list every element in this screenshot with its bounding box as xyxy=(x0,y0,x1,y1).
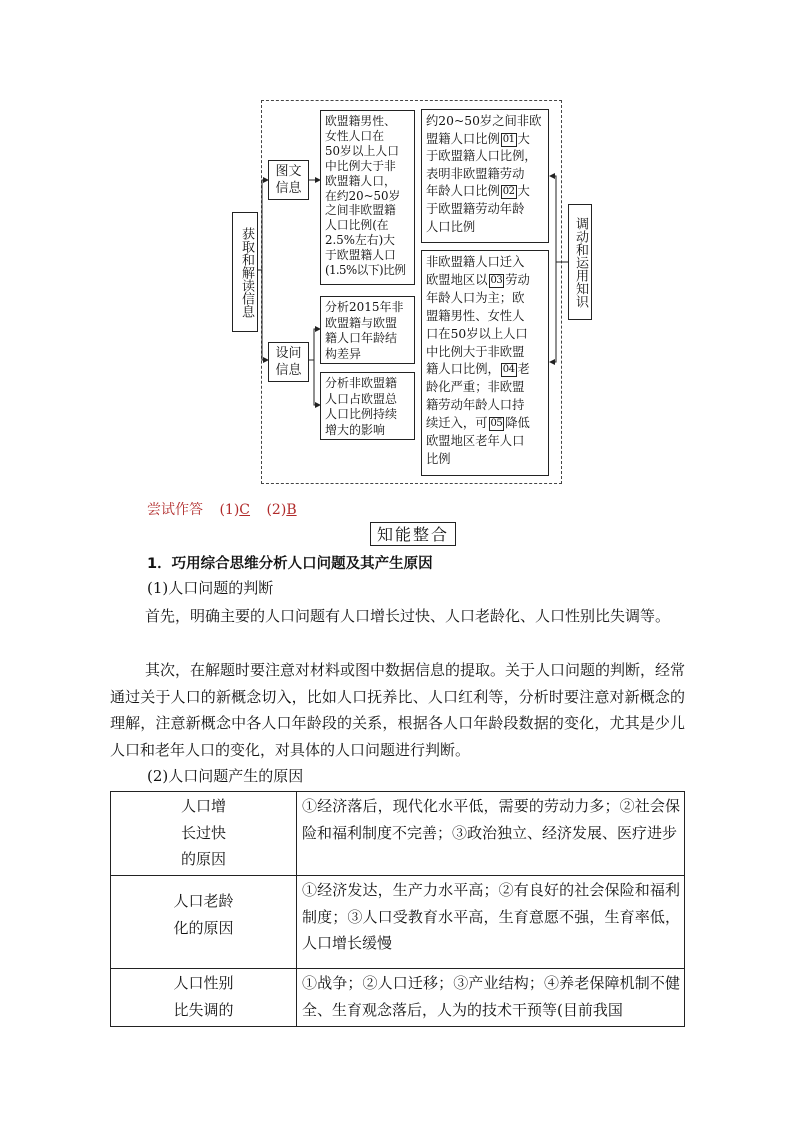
answer-2: B xyxy=(286,502,297,518)
info-line: 欧盟籍人口， xyxy=(325,173,396,188)
q1-line: 分析2015年非 xyxy=(325,300,404,314)
right-label: 调动和运用知识 xyxy=(573,216,588,308)
table-cell-content: ①经济落后，现代化水平低，需要的劳动力多；②社会保险和福利制度不完善；③政治独立、经济发展、医疗进步 xyxy=(297,792,685,876)
shewen-line-2: 信息 xyxy=(275,363,302,378)
info-line: 欧盟籍男性、 xyxy=(325,114,396,128)
table-cell-label: 人口增 长过快 的原因 xyxy=(111,792,297,876)
answer-line xyxy=(147,499,297,519)
subheading-1: (1)人口问题的判断 xyxy=(147,579,274,597)
right-label-box xyxy=(568,204,592,320)
a1-line: 年龄人口比例 02 大 xyxy=(426,184,530,199)
q2-line: 人口比例持续 xyxy=(325,407,398,421)
a1-line: 盟籍人口比例 01 大 xyxy=(426,131,530,146)
heading-1: 1．巧用综合思维分析人口问题及其产生原因 xyxy=(147,556,433,572)
marker-05: 05 xyxy=(490,418,503,430)
tuwen-line-2: 信息 xyxy=(275,181,302,196)
answer-label: 尝试作答 xyxy=(147,502,203,518)
info-line: 中比例大于非 xyxy=(325,158,396,173)
answer-2-prefix: (2) xyxy=(266,502,287,518)
flow-diagram xyxy=(0,0,794,500)
paragraph-2: 其次，在解题时要注意对材料或图中数据信息的提取。关于人口问题的判断，经常通过关于人口的新概念切入，比如人口抚养比、人口红利等，分析时要注意对新概念的理解，注意新概念中各人口年龄段的关系，根据各人口年龄段数据的变化，尤其是少儿人口和老年人口的变化，对具体的人口问题进行判断。 xyxy=(110,661,686,759)
a2-line: 口在50岁以上人口 xyxy=(426,326,528,341)
a1-line: 人口比例 xyxy=(426,219,476,234)
section-title: 知能整合 xyxy=(370,522,456,546)
shewen-label-box xyxy=(268,342,309,382)
a1-line: 于欧盟籍劳动年龄 xyxy=(426,201,525,216)
table-row xyxy=(111,969,685,1027)
table-cell-label: 人口老龄 化的原因 xyxy=(111,876,297,969)
q2-line: 人口占欧盟总 xyxy=(325,391,398,406)
left-label: 获取和解读信息 xyxy=(239,226,254,318)
analysis-box-1 xyxy=(421,109,549,243)
a2-line: 比例 xyxy=(426,451,451,466)
a2-line: 籍人口比例， 04 老 xyxy=(426,362,530,377)
answer-1: C xyxy=(239,502,251,518)
shewen-line-1: 设问 xyxy=(275,346,302,361)
q2-line: 增大的影响 xyxy=(325,422,386,437)
table-cell-content: ①战争；②人口迁移；③产业结构；④养老保障机制不健全、生育观念落后，人为的技术干预等(目前我国 xyxy=(297,969,685,1027)
left-label-box xyxy=(232,212,258,332)
marker-03: 03 xyxy=(490,274,503,286)
a2-line: 非欧盟籍人口迁入 xyxy=(426,255,525,269)
table-row xyxy=(111,792,685,876)
a2-line: 年龄人口为主；欧 xyxy=(426,290,525,305)
info-line: 人口比例(在 xyxy=(325,218,389,233)
a2-line: 欧盟地区老年人口 xyxy=(426,434,525,449)
analysis-box-2 xyxy=(421,250,549,476)
info-line: (1.5%以下)比例 xyxy=(325,263,406,278)
info-line: 2.5%左右)大 xyxy=(325,233,395,248)
question-1-box xyxy=(320,296,415,364)
a2-line: 盟籍男性、女性人 xyxy=(426,308,525,323)
a1-line: 约20~50岁之间非欧 xyxy=(426,114,542,128)
a2-line: 籍劳动年龄人口持 xyxy=(426,398,525,413)
info-line: 女性人口在 xyxy=(325,128,384,143)
info-line: 50岁以上人口 xyxy=(325,143,399,158)
question-2-box xyxy=(320,372,415,440)
tuwen-label-box xyxy=(268,160,309,200)
subheading-2: (2)人口问题产生的原因 xyxy=(147,767,304,785)
table-row xyxy=(111,876,685,969)
table-cell-label: 人口性别 比失调的 xyxy=(111,969,297,1027)
a2-line: 欧盟地区以 03 劳动 xyxy=(426,272,530,287)
tuwen-line-1: 图文 xyxy=(275,164,302,179)
table-cell-content: ①经济发达，生产力水平高；②有良好的社会保险和福利制度；③人口受教育水平高，生育意愿不强，生育率低，人口增长缓慢 xyxy=(297,876,685,969)
answer-1-prefix: (1) xyxy=(219,502,240,518)
a1-line: 表明非欧盟籍劳动 xyxy=(426,166,525,181)
a2-line: 续迁入，可 05 降低 xyxy=(426,416,530,431)
marker-01: 01 xyxy=(502,133,515,145)
q1-line: 欧盟籍与欧盟 xyxy=(325,315,398,330)
q1-line: 籍人口年龄结 xyxy=(325,331,398,345)
q2-line: 分析非欧盟籍 xyxy=(325,376,398,390)
a2-line: 中比例大于非欧盟 xyxy=(426,344,525,359)
info-line: 在约20~50岁 xyxy=(325,188,401,203)
info-line: 于欧盟籍人口 xyxy=(325,248,396,263)
marker-04: 04 xyxy=(502,364,515,376)
info-line: 之间非欧盟籍 xyxy=(325,203,396,218)
a2-line: 龄化严重；非欧盟 xyxy=(426,380,525,395)
marker-02: 02 xyxy=(502,186,515,198)
q1-line: 构差异 xyxy=(325,346,362,361)
info-box xyxy=(320,110,415,285)
paragraph-1: 首先，明确主要的人口问题有人口增长过快、人口老龄化、人口性别比失调等。 xyxy=(145,607,671,625)
causes-table xyxy=(110,791,685,1027)
a1-line: 于欧盟籍人口比例， xyxy=(426,149,537,164)
